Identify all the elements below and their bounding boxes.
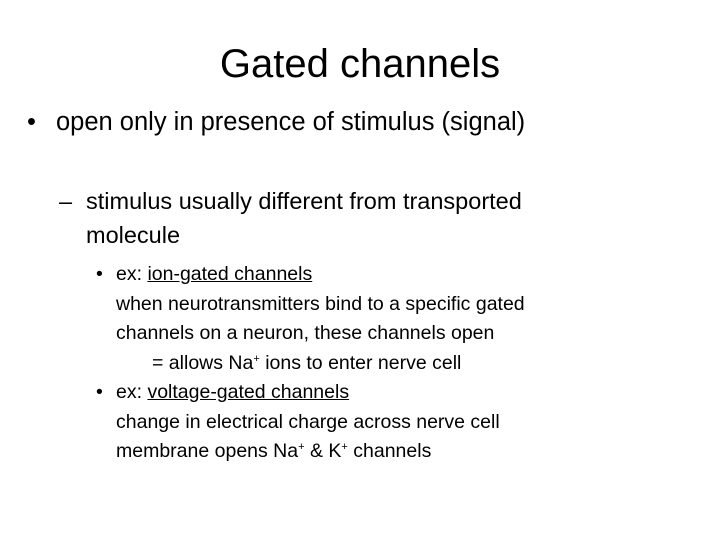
line-fragment: = allows Na — [152, 351, 254, 374]
slide-title: Gated channels — [219, 42, 501, 86]
superscript-plus: + — [253, 352, 260, 365]
line-fragment: ions to enter nerve cell — [259, 351, 462, 374]
bullet-icon: • — [96, 381, 103, 403]
example-line-2 — [116, 437, 500, 467]
sub-point-line-2: molecule — [86, 222, 181, 248]
bullet-icon: • — [96, 263, 103, 285]
sub-point-line-1: stimulus usually different from transported — [86, 188, 522, 214]
example-term: voltage-gated channels — [147, 381, 350, 403]
line-fragment: & K — [304, 440, 342, 462]
example-line-1: change in electrical charge across nerve cell — [116, 410, 500, 433]
example-text — [116, 260, 525, 378]
example-prefix: ex: — [116, 263, 148, 285]
example-line-1: when neurotransmitters bind to a specific gated — [116, 292, 525, 315]
example-prefix: ex: — [116, 381, 148, 403]
example-line-2: channels on a neuron, these channels open — [116, 322, 495, 344]
dash-bullet-icon: – — [59, 188, 73, 214]
example-heading — [116, 260, 525, 290]
example-heading — [116, 378, 500, 408]
bullet-icon: • — [27, 108, 36, 136]
example-term: ion-gated channels — [147, 263, 313, 285]
sub-point-text — [86, 184, 522, 252]
example-text — [116, 378, 500, 467]
superscript-plus: + — [298, 441, 305, 453]
line-fragment: channels — [347, 440, 432, 462]
superscript-plus: + — [341, 441, 348, 453]
example-line-3 — [116, 349, 525, 379]
bullet-text: open only in presence of stimulus (signal) — [56, 108, 526, 136]
line-fragment: membrane opens Na — [116, 440, 299, 462]
